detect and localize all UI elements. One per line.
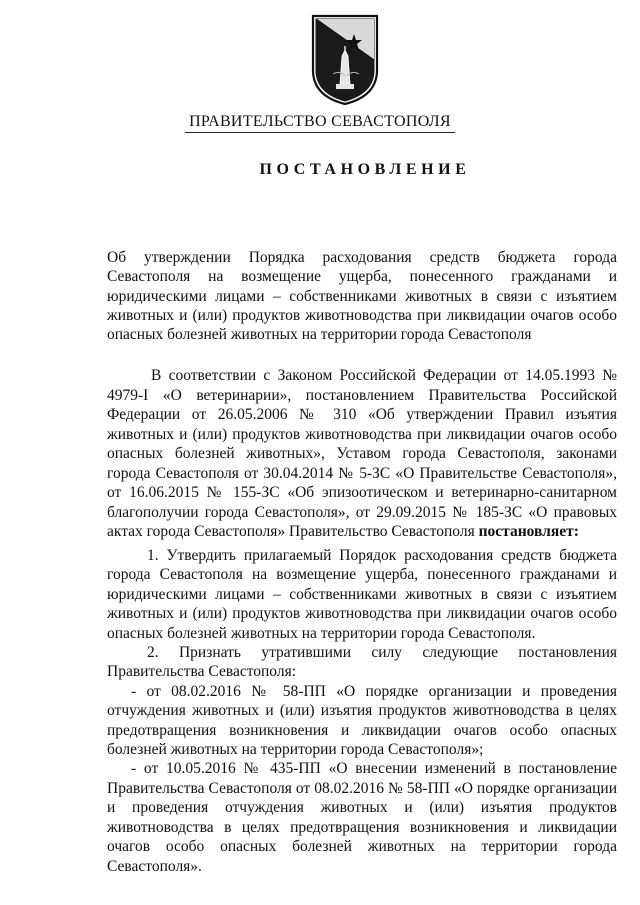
document-type-title: ПОСТАНОВЛЕНИЕ xyxy=(259,161,471,178)
decision-word: постановляет: xyxy=(478,523,579,540)
organization-header xyxy=(0,113,640,133)
repealed-resolution-435: - от 10.05.2016 № 435-ПП «О внесении изменений в постановление Правительства Севастополя от 08.02.2016 № 58-ПП «О порядке организации и проведения отчуждения животных и (или) изъятия продуктов животноводства в целях предотвращения возникновения и ликвидации очагов особо опасных болезней животных на территории города Севастополя». xyxy=(107,760,617,875)
preamble-text: В соответствии с Законом Российской Федерации от 14.05.1993 № 4979-I «О ветеринарии», постановлением Правительства Российской Федерации от 26.05.2006 № 310 «Об утверждении Правил изъятия животных и (или) продуктов животноводства при ликвидации очагов особо опасных болезней животных», Уставом города Севастополя, законами города Севастополя от 30.04.2014 № 5-ЗС «О Правительстве Севастополя», от 16.06.2015 № 155-ЗС «Об эпизоотическом и ветеринарно-санитарном благополучии города Севастополя», от 29.09.2015 № 185-ЗС «О правовых актах города Севастополя» Правительство Севастополя xyxy=(107,367,617,540)
preamble-paragraph xyxy=(107,366,617,542)
resolution-subject: Об утверждении Порядка расходования средств бюджета города Севастополя на возмещение ущерба, понесенного гражданами и юридическими лицами – собственниками животных в связи с изъятием животных и (или) продуктов животноводства при ликвидации очагов особо опасных болезней животных на территории города Севастополя xyxy=(107,249,617,344)
resolution-items xyxy=(107,546,617,876)
item-2-repeal-resolutions: 2. Признать утратившими силу следующие постановления Правительства Севастополя: xyxy=(107,644,617,681)
repealed-resolution-58: - от 08.02.2016 № 58-ПП «О порядке организации и проведения отчуждения животных и (или) изъятия продуктов животноводства в целях предотвращения возникновения и ликвидации очагов особо опасных болезней животных на территории города Севастополя»; xyxy=(107,682,617,759)
item-1-approve-procedure: 1. Утвердить прилагаемый Порядок расходования средств бюджета города Севастополя на возмещение ущерба, понесенного гражданами и юридическими лицами – собственниками животных в связи с изъятием животных и (или) продуктов животноводства при ликвидации очагов особо опасных болезней животных на территории города Севастополя. xyxy=(107,547,617,642)
organization-name: ПРАВИТЕЛЬСТВО СЕВАСТОПОЛЯ xyxy=(185,113,455,133)
sevastopol-coat-of-arms-emblem xyxy=(307,10,383,106)
